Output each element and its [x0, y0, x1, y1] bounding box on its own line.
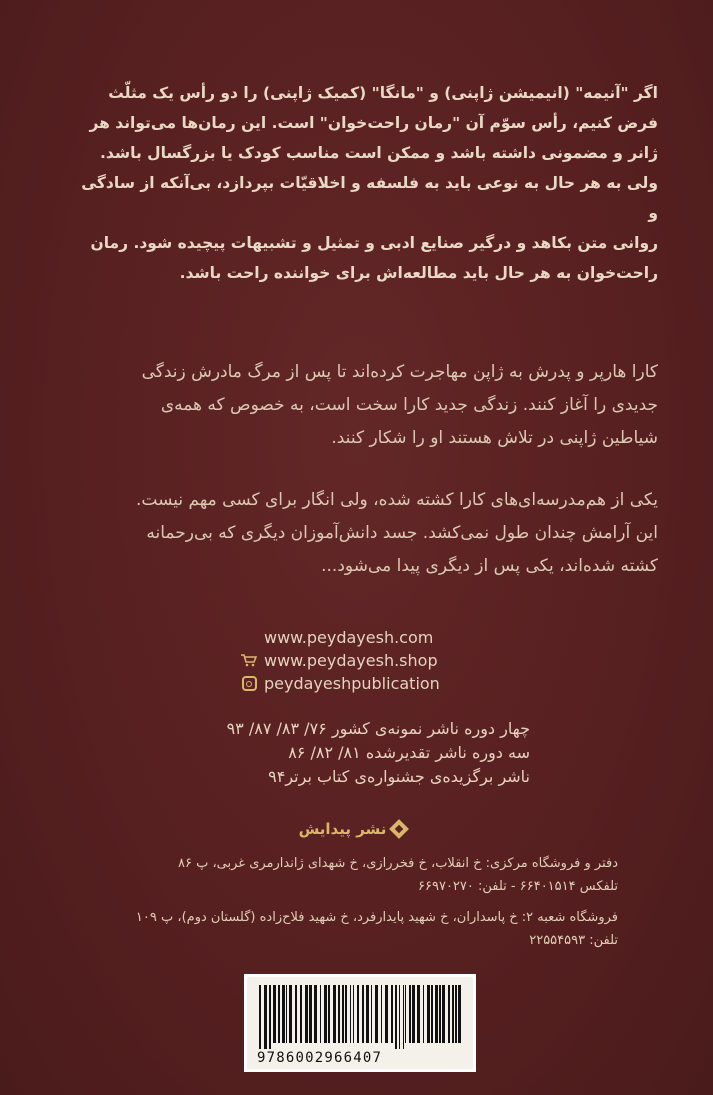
publisher-brand: [250, 820, 455, 838]
barcode-bar: [259, 985, 261, 1049]
barcode-bar: [300, 985, 302, 1043]
barcode-bar: [409, 985, 411, 1043]
address-line: فروشگاه شعبه ۲: خ پاسداران، خ شهید پایدارفرد، خ شهید فلاح‌زاده (گلستان دوم)، پ ۱۰۹: [135, 910, 618, 925]
barcode-bar: [375, 985, 378, 1043]
barcode-bar: [320, 985, 321, 1043]
barcode-bar: [385, 985, 388, 1043]
phone-line: تلفن: ۲۲۵۵۴۵۹۳: [529, 933, 618, 948]
branch-address: [108, 906, 618, 952]
barcode-bar: [278, 985, 280, 1043]
barcode-bar: [455, 985, 457, 1043]
barcode-bars: [257, 985, 465, 1049]
instagram-icon: [240, 675, 258, 693]
publisher-awards: [170, 717, 530, 789]
shopping-cart-icon: [240, 652, 258, 670]
website-link[interactable]: [240, 626, 500, 649]
blurb-line: فرض کنیم، رأس سوّم آن "رمان راحت‌خوان" است. این رمان‌ها می‌تواند هر: [89, 114, 658, 132]
barcode-bar: [395, 985, 397, 1049]
synopsis-paragraph-2: [72, 484, 658, 583]
blurb-line: ولی به هر حال به نوعی باید به فلسفه و اخلاقیّات بپردازد، بی‌آنکه از سادگی و: [81, 174, 658, 222]
blurb-top: [72, 78, 658, 288]
barcode-bar: [442, 985, 445, 1043]
synopsis-line: شیاطین ژاپنی در تلاش هستند او را شکار کنند.: [331, 428, 658, 448]
synopsis-line: کشته شده‌اند، یکی پس از دیگری پیدا می‌شود...: [321, 556, 658, 576]
barcode-bar: [405, 985, 406, 1043]
barcode-bar: [371, 985, 372, 1043]
blurb-line: روانی متن بکاهد و درگیر صنایع ادبی و تمثیل و تشبیهات پیچیده شود. رمان: [90, 234, 658, 252]
barcode-bar: [427, 985, 430, 1043]
barcode-bar: [391, 985, 393, 1043]
barcode-bar: [412, 985, 415, 1043]
blurb-line: راحت‌خوان به هر حال باید مطالعه‌اش برای خواننده راحت باشد.: [179, 264, 658, 282]
blurb-line: اگر "آنیمه" (انیمیشن ژاپنی) و "مانگا" (کمیک ژاپنی) را دو رأس یک مثلّث: [108, 84, 658, 102]
barcode-bar: [305, 985, 308, 1043]
barcode-bar: [324, 985, 327, 1043]
publisher-logo-icon: [390, 819, 410, 839]
barcode-bar: [342, 985, 344, 1043]
barcode-bar: [403, 985, 404, 1049]
instagram-handle[interactable]: peydayeshpublication: [264, 674, 440, 693]
shop-link[interactable]: [240, 649, 500, 672]
publisher-name: نشر پیدایش: [298, 820, 387, 838]
barcode-bar: [264, 985, 267, 1049]
blurb-line: ژانر و مضمونی داشته باشد و ممکن است مناسب کودک یا بزرگسال باشد.: [100, 144, 658, 162]
website-url[interactable]: www.peydayesh.com: [264, 628, 434, 647]
barcode-bar: [381, 985, 382, 1043]
barcode-bar: [350, 985, 351, 1043]
award-line: چهار دوره ناشر نمونه‌ی کشور ۷۶/ ۸۳/ ۸۷/ ۹۳: [226, 719, 530, 738]
barcode-bar: [362, 985, 364, 1043]
synopsis-line: این آرامش چندان طول نمی‌کشد. جسد دانش‌آموزان دیگری که بی‌رحمانه: [146, 523, 658, 543]
isbn-barcode: [244, 974, 476, 1072]
address-line: دفتر و فروشگاه مرکزی: خ انقلاب، خ فخررازی، خ شهدای ژاندارمری غربی، پ ۸۶: [177, 856, 618, 871]
barcode-bar: [423, 985, 424, 1043]
barcode-bar: [399, 985, 400, 1049]
barcode-bar: [448, 985, 450, 1043]
barcode-bar: [417, 985, 420, 1043]
synopsis-line: کارا هارپر و پدرش به ژاپن مهاجرت کرده‌اند تا پس از مرگ مادرش زندگی: [141, 362, 658, 382]
barcode-bar: [435, 985, 438, 1043]
barcode-bar: [286, 985, 287, 1043]
barcode-bar: [314, 985, 317, 1043]
instagram-link[interactable]: [240, 672, 500, 695]
barcode-bar: [338, 985, 340, 1043]
shop-url[interactable]: www.peydayesh.shop: [264, 651, 438, 670]
barcode-bar: [431, 985, 433, 1043]
barcode-bar: [366, 985, 369, 1043]
isbn-number: 9786002966407: [257, 1050, 383, 1066]
barcode-bar: [357, 985, 359, 1043]
phone-line: تلفکس ۶۶۴۰۱۵۱۴ - تلفن: ۶۶۹۷۰۲۷۰: [418, 879, 618, 894]
main-office-address: [108, 852, 618, 898]
barcode-bar: [269, 985, 271, 1049]
barcode-bar: [353, 985, 354, 1043]
barcode-bar: [333, 985, 336, 1043]
barcode-bar: [289, 985, 292, 1043]
barcode-bar: [328, 985, 330, 1043]
barcode-bar: [295, 985, 297, 1043]
barcode-bar: [452, 985, 454, 1043]
award-line: سه دوره ناشر تقدیرشده ۸۱/ ۸۲/ ۸۶: [288, 743, 530, 762]
barcode-bar: [309, 985, 312, 1043]
publisher-links: [240, 626, 500, 695]
barcode-bar: [282, 985, 285, 1043]
synopsis-line: جدیدی را آغاز کنند. زندگی جدید کارا سخت است، به خصوص که همه‌ی: [160, 395, 658, 415]
synopsis-paragraph-1: [72, 356, 658, 455]
barcode-bar: [458, 985, 461, 1043]
barcode-bar: [345, 985, 347, 1043]
award-line: ناشر برگزیده‌ی جشنواره‌ی کتاب برتر۹۴: [268, 767, 530, 786]
barcode-bar: [273, 985, 276, 1043]
synopsis-line: یکی از هم‌مدرسه‌ای‌های کارا کشته شده، ولی انگار برای کسی مهم نیست.: [135, 490, 658, 510]
barcode-bar: [439, 985, 441, 1043]
